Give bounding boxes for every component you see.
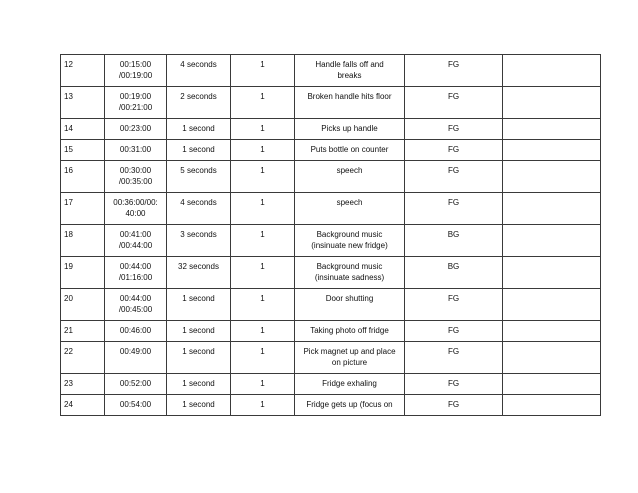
- table-row: [61, 342, 601, 374]
- cue-description-line: breaks: [337, 71, 362, 80]
- cue-timecode: [105, 140, 167, 161]
- cue-description: [295, 55, 405, 87]
- table-row: [61, 193, 601, 225]
- cue-type: FG: [405, 55, 503, 87]
- cue-description: [295, 87, 405, 119]
- cue-quantity: 1: [231, 119, 295, 140]
- cue-description-line: Picks up handle: [321, 124, 378, 133]
- cue-notes: [503, 321, 601, 342]
- cue-description-line: (insinuate new fridge): [311, 241, 388, 250]
- cue-notes: [503, 289, 601, 321]
- cue-description-line: Door shutting: [325, 294, 374, 303]
- cue-description: [295, 395, 405, 416]
- table-row: [61, 55, 601, 87]
- cue-timecode: [105, 342, 167, 374]
- cue-notes: [503, 119, 601, 140]
- cue-description-line: Fridge gets up (focus on: [306, 400, 393, 409]
- cue-type: FG: [405, 161, 503, 193]
- cue-timecode: [105, 374, 167, 395]
- cue-type: FG: [405, 119, 503, 140]
- cue-number: 18: [61, 225, 105, 257]
- cue-description-line: Background music: [316, 262, 383, 271]
- cue-timecode: [105, 193, 167, 225]
- cue-description: [295, 374, 405, 395]
- cue-description-line: Handle falls off and: [315, 60, 384, 69]
- cue-description-line: Background music: [316, 230, 383, 239]
- cue-type: FG: [405, 395, 503, 416]
- cue-quantity: 1: [231, 257, 295, 289]
- cue-timecode-line: 00:36:00/00:: [113, 198, 158, 207]
- cue-duration: 2 seconds: [167, 87, 231, 119]
- cue-duration: 1 second: [167, 289, 231, 321]
- cue-timecode-line: 00:19:00: [119, 92, 152, 101]
- cue-duration: 3 seconds: [167, 225, 231, 257]
- cue-quantity: 1: [231, 374, 295, 395]
- cue-description-line: Puts bottle on counter: [310, 145, 389, 154]
- cue-quantity: 1: [231, 87, 295, 119]
- cue-timecode-line: /00:19:00: [118, 71, 153, 80]
- table-row: [61, 289, 601, 321]
- cue-number: 23: [61, 374, 105, 395]
- cue-timecode-line: /00:35:00: [118, 177, 153, 186]
- cue-timecode: [105, 87, 167, 119]
- cue-timecode: [105, 321, 167, 342]
- table-row: [61, 119, 601, 140]
- cue-notes: [503, 374, 601, 395]
- cue-quantity: 1: [231, 289, 295, 321]
- cue-duration: 1 second: [167, 342, 231, 374]
- cue-timecode-line: /00:45:00: [118, 305, 153, 314]
- cue-timecode-line: 00:15:00: [119, 60, 152, 69]
- table-row: [61, 87, 601, 119]
- sound-cue-table: [60, 54, 601, 416]
- cue-timecode-line: 00:23:00: [119, 124, 152, 133]
- cue-description-line: Fridge exhaling: [322, 379, 377, 388]
- cue-notes: [503, 55, 601, 87]
- cue-number: 13: [61, 87, 105, 119]
- cue-duration: 32 seconds: [167, 257, 231, 289]
- cue-quantity: 1: [231, 321, 295, 342]
- cue-description: [295, 119, 405, 140]
- cue-duration: 1 second: [167, 119, 231, 140]
- cue-description-line: on picture: [331, 358, 368, 367]
- table-row: [61, 395, 601, 416]
- cue-notes: [503, 395, 601, 416]
- cue-timecode-line: 00:46:00: [119, 326, 152, 335]
- cue-number: 20: [61, 289, 105, 321]
- table-row: [61, 161, 601, 193]
- table-body: [61, 55, 601, 416]
- cue-timecode-line: 00:31:00: [119, 145, 152, 154]
- cue-timecode: [105, 289, 167, 321]
- cue-timecode-line: 00:30:00: [119, 166, 152, 175]
- table-row: [61, 140, 601, 161]
- cue-timecode: [105, 55, 167, 87]
- cue-quantity: 1: [231, 161, 295, 193]
- cue-timecode-line: /00:44:00: [118, 241, 153, 250]
- cue-description: [295, 289, 405, 321]
- cue-notes: [503, 161, 601, 193]
- cue-number: 14: [61, 119, 105, 140]
- cue-type: FG: [405, 289, 503, 321]
- cue-timecode-line: 00:41:00: [119, 230, 152, 239]
- cue-duration: 1 second: [167, 395, 231, 416]
- cue-type: BG: [405, 257, 503, 289]
- cue-duration: 1 second: [167, 374, 231, 395]
- cue-number: 19: [61, 257, 105, 289]
- cue-description-line: speech: [336, 198, 363, 207]
- cue-description-line: (insinuate sadness): [314, 273, 385, 282]
- cue-type: BG: [405, 225, 503, 257]
- cue-description: [295, 342, 405, 374]
- cue-description-line: Pick magnet up and place: [303, 347, 396, 356]
- cue-quantity: 1: [231, 342, 295, 374]
- table-row: [61, 257, 601, 289]
- cue-timecode: [105, 119, 167, 140]
- cue-timecode-line: 40:00: [125, 209, 146, 218]
- cue-number: 16: [61, 161, 105, 193]
- cue-number: 21: [61, 321, 105, 342]
- cue-type: FG: [405, 193, 503, 225]
- cue-description: [295, 193, 405, 225]
- cue-timecode: [105, 161, 167, 193]
- cue-number: 22: [61, 342, 105, 374]
- cue-description: [295, 225, 405, 257]
- cue-description-line: Taking photo off fridge: [310, 326, 389, 335]
- cue-description: [295, 321, 405, 342]
- cue-notes: [503, 193, 601, 225]
- cue-number: 24: [61, 395, 105, 416]
- cue-timecode: [105, 395, 167, 416]
- cue-type: FG: [405, 374, 503, 395]
- table-row: [61, 225, 601, 257]
- cue-duration: 4 seconds: [167, 193, 231, 225]
- cue-timecode: [105, 225, 167, 257]
- table-row: [61, 321, 601, 342]
- cue-duration: 5 seconds: [167, 161, 231, 193]
- cue-quantity: 1: [231, 55, 295, 87]
- cue-type: FG: [405, 321, 503, 342]
- cue-notes: [503, 225, 601, 257]
- cue-notes: [503, 257, 601, 289]
- cue-timecode-line: 00:49:00: [119, 347, 152, 356]
- cue-timecode: [105, 257, 167, 289]
- cue-description: [295, 161, 405, 193]
- cue-description: [295, 257, 405, 289]
- cue-notes: [503, 87, 601, 119]
- cue-quantity: 1: [231, 395, 295, 416]
- cue-quantity: 1: [231, 140, 295, 161]
- cue-notes: [503, 342, 601, 374]
- cue-quantity: 1: [231, 193, 295, 225]
- cue-timecode-line: /01:16:00: [118, 273, 153, 282]
- cue-duration: 1 second: [167, 140, 231, 161]
- table-row: [61, 374, 601, 395]
- cue-quantity: 1: [231, 225, 295, 257]
- cue-description-line: Broken handle hits floor: [307, 92, 392, 101]
- cue-timecode-line: 00:54:00: [119, 400, 152, 409]
- cue-type: FG: [405, 87, 503, 119]
- cue-timecode-line: 00:52:00: [119, 379, 152, 388]
- cue-number: 12: [61, 55, 105, 87]
- cue-timecode-line: 00:44:00: [119, 262, 152, 271]
- cue-duration: 1 second: [167, 321, 231, 342]
- cue-duration: 4 seconds: [167, 55, 231, 87]
- cue-number: 17: [61, 193, 105, 225]
- cue-number: 15: [61, 140, 105, 161]
- cue-type: FG: [405, 342, 503, 374]
- cue-type: FG: [405, 140, 503, 161]
- cue-timecode-line: /00:21:00: [118, 103, 153, 112]
- cue-timecode-line: 00:44:00: [119, 294, 152, 303]
- cue-description-line: speech: [336, 166, 363, 175]
- cue-description: [295, 140, 405, 161]
- cue-notes: [503, 140, 601, 161]
